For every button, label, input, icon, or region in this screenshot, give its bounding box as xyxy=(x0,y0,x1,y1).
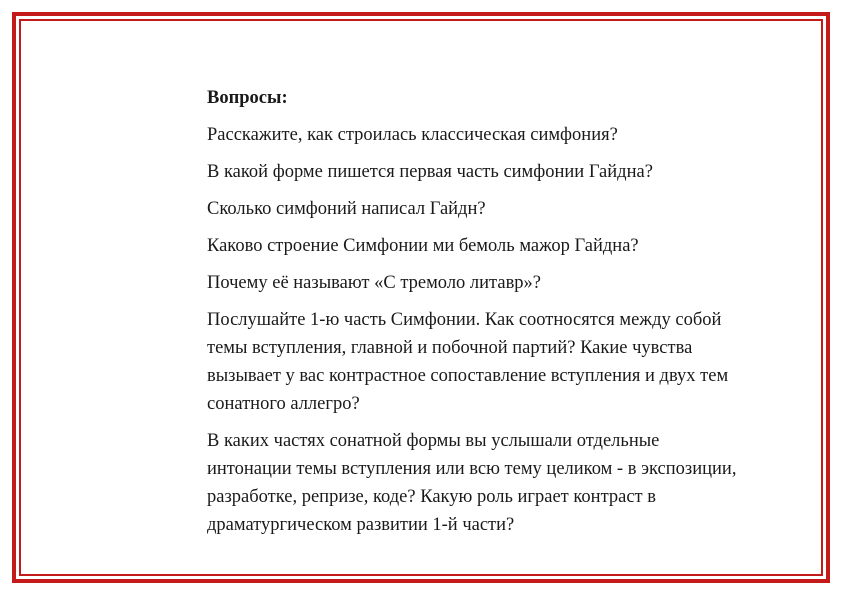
question-item: Расскажите, как строилась классическая симфония? xyxy=(207,125,618,145)
question-item: Послушайте 1-ю часть Симфонии. Как соотносятся между собой темы вступления, главной и побочной партий? Какие чувства вызывает у вас контрастное сопоставление вступления и двух тем сонатного аллегро? xyxy=(207,310,729,414)
question-item: В каких частях сонатной формы вы услышали отдельные интонации темы вступления или всю тему целиком - в экспозиции, разработке, репризе, коде? Какую роль играет контраст в драматургическом развитии 1-й части? xyxy=(207,431,737,535)
questions-heading: Вопросы: xyxy=(207,88,288,108)
question-item: Сколько симфоний написал Гайдн? xyxy=(207,199,486,219)
questions-block xyxy=(207,84,747,548)
question-item: В какой форме пишется первая часть симфонии Гайдна? xyxy=(207,162,653,182)
question-item: Каково строение Симфонии ми бемоль мажор Гайдна? xyxy=(207,236,639,256)
question-item: Почему её называют «С тремоло литавр»? xyxy=(207,273,542,293)
